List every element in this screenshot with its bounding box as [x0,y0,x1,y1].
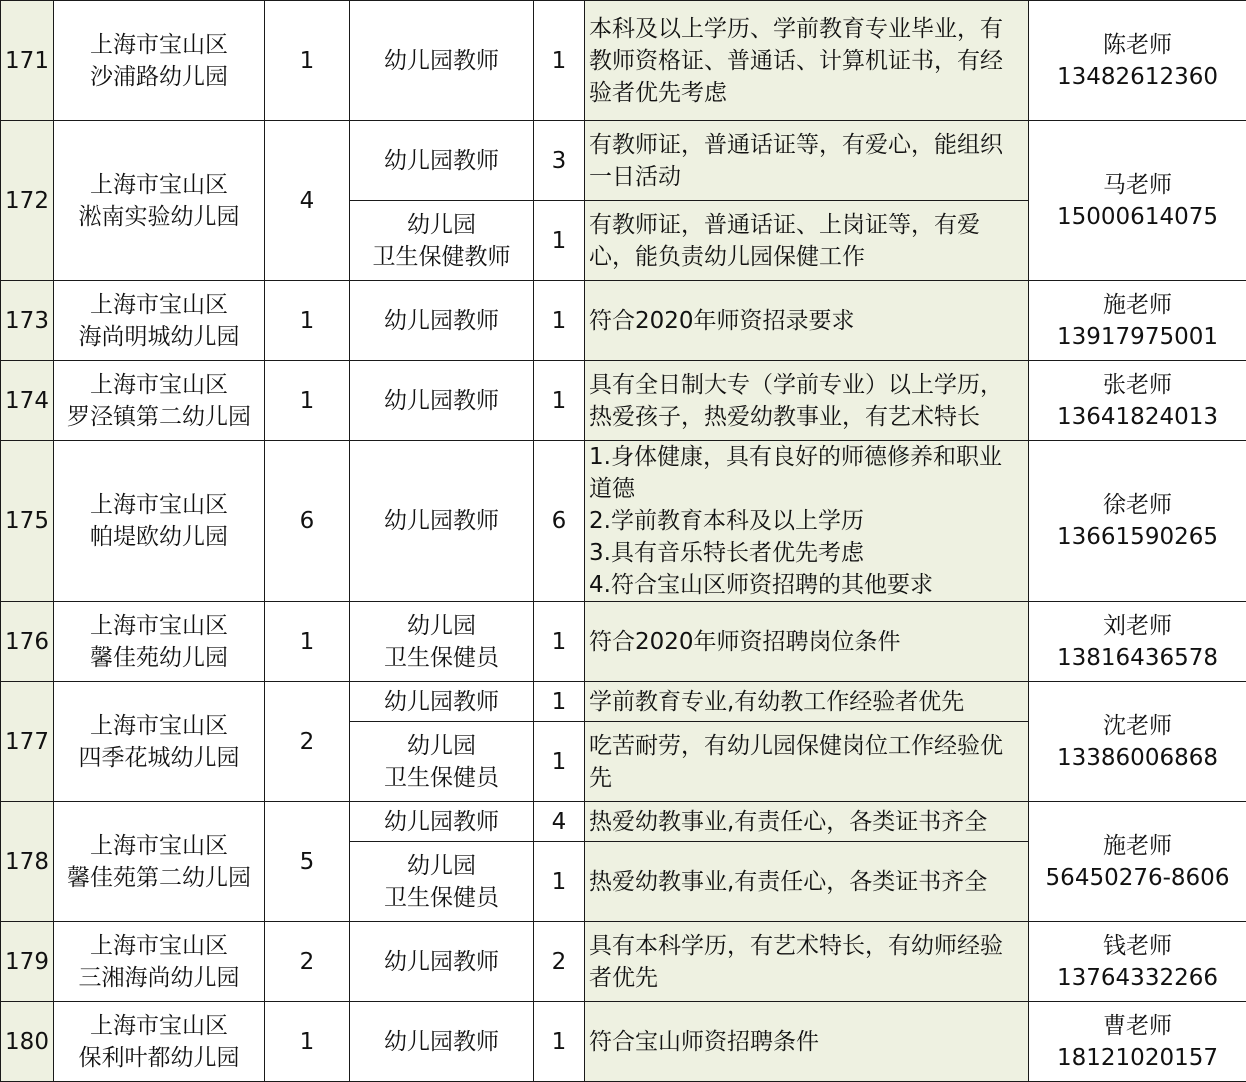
school-district: 上海市宝山区 [58,169,260,201]
requirement-line: 心，能负责幼儿园保健工作 [589,241,1025,273]
post-title-line: 卫生保健员 [354,882,529,914]
school-district: 上海市宝山区 [58,489,260,521]
post-title-line: 幼儿园教师 [354,806,529,838]
requirements-cell [585,361,1029,441]
school-cell [54,602,265,682]
school-name: 保利叶都幼儿园 [58,1042,260,1074]
table-row [1,802,1246,842]
school-name: 海尚明城幼儿园 [58,321,260,353]
school-name: 帕堤欧幼儿园 [58,521,260,553]
requirements-cell [585,281,1029,361]
post-title-line: 幼儿园 [354,610,529,642]
post-quantity-cell: 1 [534,281,585,361]
school-cell [54,682,265,802]
requirement-line: 符合2020年师资招聘岗位条件 [589,626,1025,658]
table-row [1,602,1246,682]
requirement-line: 吃苦耐劳，有幼儿园保健岗位工作经验优 [589,730,1025,762]
contact-phone: 13386006868 [1033,742,1242,774]
post-title-line: 幼儿园教师 [354,1026,529,1058]
contact-cell [1029,682,1246,802]
total-count-cell: 1 [265,1002,350,1082]
requirement-line: 教师资格证、普通话、计算机证书，有经 [589,45,1025,77]
post-quantity-cell: 1 [534,201,585,281]
requirements-cell [585,441,1029,602]
row-number-cell: 173 [1,281,54,361]
row-number-cell: 176 [1,602,54,682]
requirement-line: 1.身体健康，具有良好的师德修养和职业 [589,441,1025,473]
school-district: 上海市宝山区 [58,369,260,401]
post-quantity-cell: 2 [534,922,585,1002]
school-district: 上海市宝山区 [58,710,260,742]
requirement-line: 2.学前教育本科及以上学历 [589,505,1025,537]
requirement-line: 具有全日制大专（学前专业）以上学历， [589,369,1025,401]
post-quantity-cell: 1 [534,361,585,441]
post-quantity-cell: 1 [534,1002,585,1082]
contact-cell [1029,922,1246,1002]
total-count-cell: 4 [265,121,350,281]
row-number-cell: 172 [1,121,54,281]
contact-cell [1029,281,1246,361]
school-district: 上海市宝山区 [58,930,260,962]
school-cell [54,802,265,922]
post-title-line: 幼儿园教师 [354,305,529,337]
total-count-cell: 1 [265,281,350,361]
requirement-line: 热爱孩子，热爱幼教事业，有艺术特长 [589,401,1025,433]
requirement-line: 道德 [589,473,1025,505]
post-title-line: 幼儿园 [354,850,529,882]
post-title-cell [350,1002,534,1082]
post-title-line: 幼儿园教师 [354,946,529,978]
school-name: 罗泾镇第二幼儿园 [58,401,260,433]
post-quantity-cell: 1 [534,722,585,802]
requirements-cell [585,682,1029,722]
row-number-cell: 171 [1,1,54,121]
post-quantity-cell: 1 [534,602,585,682]
contact-name: 施老师 [1033,830,1242,862]
contact-phone: 13816436578 [1033,642,1242,674]
school-cell [54,281,265,361]
contact-cell [1029,602,1246,682]
contact-name: 徐老师 [1033,489,1242,521]
post-title-line: 幼儿园教师 [354,45,529,77]
requirement-line: 具有本科学历，有艺术特长，有幼师经验 [589,930,1025,962]
requirement-line: 有教师证，普通话证、上岗证等，有爱 [589,209,1025,241]
contact-cell [1029,121,1246,281]
post-title-line: 卫生保健教师 [354,241,529,273]
post-title-line: 幼儿园教师 [354,385,529,417]
requirements-cell [585,802,1029,842]
school-name: 三湘海尚幼儿园 [58,962,260,994]
post-quantity-cell: 3 [534,121,585,201]
requirement-line: 有教师证，普通话证等，有爱心，能组织 [589,129,1025,161]
school-name: 淞南实验幼儿园 [58,201,260,233]
post-quantity-cell: 4 [534,802,585,842]
requirements-cell [585,922,1029,1002]
contact-name: 曹老师 [1033,1010,1242,1042]
post-title-cell [350,802,534,842]
post-title-cell [350,842,534,922]
post-title-cell [350,121,534,201]
post-title-line: 卫生保健员 [354,642,529,674]
school-cell [54,121,265,281]
table-body [1,1,1246,1082]
requirement-line: 学前教育专业,有幼教工作经验者优先 [589,686,1025,718]
requirements-cell [585,842,1029,922]
total-count-cell: 2 [265,922,350,1002]
row-number-cell: 180 [1,1002,54,1082]
contact-name: 钱老师 [1033,930,1242,962]
contact-phone: 18121020157 [1033,1042,1242,1074]
school-name: 馨佳苑第二幼儿园 [58,862,260,894]
post-title-line: 幼儿园 [354,209,529,241]
post-quantity-cell: 1 [534,1,585,121]
post-title-cell [350,722,534,802]
table-row [1,1002,1246,1082]
requirements-cell [585,722,1029,802]
school-district: 上海市宝山区 [58,830,260,862]
school-cell [54,922,265,1002]
post-quantity-cell: 6 [534,441,585,602]
contact-name: 施老师 [1033,289,1242,321]
contact-name: 陈老师 [1033,29,1242,61]
contact-phone: 13661590265 [1033,521,1242,553]
table-row [1,682,1246,722]
post-title-line: 幼儿园 [354,730,529,762]
table-row [1,281,1246,361]
contact-cell [1029,441,1246,602]
contact-cell [1029,1,1246,121]
post-title-cell [350,922,534,1002]
requirements-cell [585,602,1029,682]
post-quantity-cell: 1 [534,682,585,722]
requirements-cell [585,121,1029,201]
contact-name: 马老师 [1033,169,1242,201]
requirement-line: 热爱幼教事业,有责任心，各类证书齐全 [589,866,1025,898]
row-number-cell: 178 [1,802,54,922]
school-cell [54,441,265,602]
contact-cell [1029,1002,1246,1082]
post-title-cell [350,281,534,361]
post-title-cell [350,201,534,281]
requirement-line: 3.具有音乐特长者优先考虑 [589,537,1025,569]
school-cell [54,1,265,121]
row-number-cell: 177 [1,682,54,802]
contact-phone: 13641824013 [1033,401,1242,433]
requirement-line: 一日活动 [589,161,1025,193]
post-quantity-cell: 1 [534,842,585,922]
requirements-cell [585,201,1029,281]
post-title-cell [350,361,534,441]
post-title-cell [350,682,534,722]
row-number-cell: 179 [1,922,54,1002]
contact-name: 沈老师 [1033,710,1242,742]
table-row [1,361,1246,441]
row-number-cell: 175 [1,441,54,602]
post-title-cell [350,441,534,602]
school-name: 沙浦路幼儿园 [58,61,260,93]
requirement-line: 符合2020年师资招录要求 [589,305,1025,337]
total-count-cell: 5 [265,802,350,922]
contact-phone: 15000614075 [1033,201,1242,233]
table-row [1,441,1246,602]
requirement-line: 热爱幼教事业,有责任心，各类证书齐全 [589,806,1025,838]
table-row [1,121,1246,201]
school-cell [54,1002,265,1082]
requirements-cell [585,1,1029,121]
school-district: 上海市宝山区 [58,29,260,61]
school-district: 上海市宝山区 [58,289,260,321]
table-row [1,1,1246,121]
school-name: 馨佳苑幼儿园 [58,642,260,674]
school-cell [54,361,265,441]
post-title-cell [350,602,534,682]
contact-name: 张老师 [1033,369,1242,401]
contact-phone: 13482612360 [1033,61,1242,93]
contact-phone: 13764332266 [1033,962,1242,994]
school-district: 上海市宝山区 [58,1010,260,1042]
contact-cell [1029,802,1246,922]
total-count-cell: 1 [265,361,350,441]
post-title-line: 幼儿园教师 [354,145,529,177]
contact-phone: 13917975001 [1033,321,1242,353]
post-title-cell [350,1,534,121]
requirement-line: 验者优先考虑 [589,77,1025,109]
requirement-line: 者优先 [589,962,1025,994]
total-count-cell: 2 [265,682,350,802]
post-title-line: 幼儿园教师 [354,686,529,718]
total-count-cell: 1 [265,602,350,682]
table-row [1,922,1246,1002]
requirement-line: 符合宝山师资招聘条件 [589,1026,1025,1058]
requirements-cell [585,1002,1029,1082]
requirement-line: 本科及以上学历、学前教育专业毕业，有 [589,13,1025,45]
post-title-line: 卫生保健员 [354,762,529,794]
total-count-cell: 6 [265,441,350,602]
contact-cell [1029,361,1246,441]
contact-phone: 56450276-8606 [1033,862,1242,894]
contact-name: 刘老师 [1033,610,1242,642]
post-title-line: 幼儿园教师 [354,505,529,537]
requirement-line: 先 [589,762,1025,794]
school-district: 上海市宝山区 [58,610,260,642]
school-name: 四季花城幼儿园 [58,742,260,774]
requirement-line: 4.符合宝山区师资招聘的其他要求 [589,569,1025,601]
row-number-cell: 174 [1,361,54,441]
total-count-cell: 1 [265,1,350,121]
